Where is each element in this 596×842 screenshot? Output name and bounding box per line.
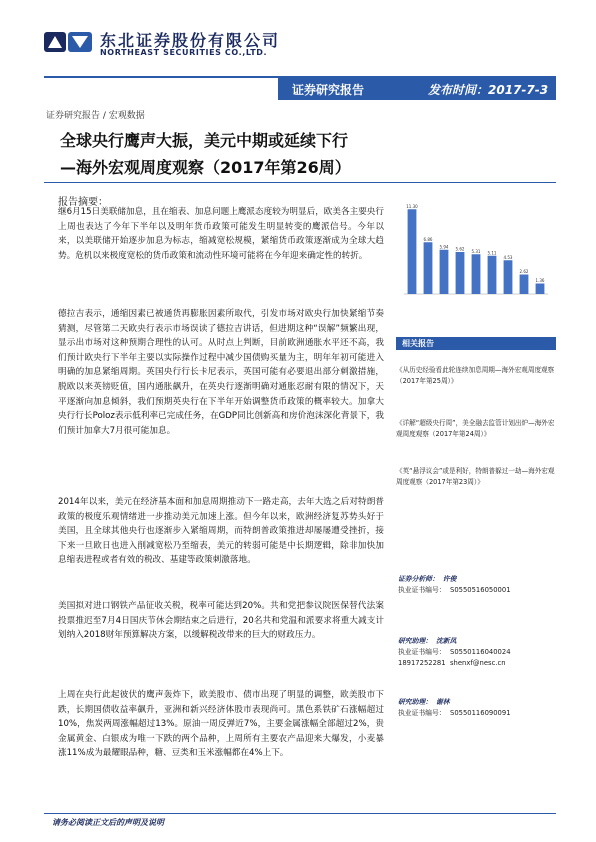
- chart-data-label: 11.30: [406, 203, 418, 209]
- breadcrumb: 证券研究报告 / 宏观数据: [46, 111, 145, 121]
- chart-data-label: 5.31: [471, 248, 481, 254]
- report-title: 全球央行鹰声大振，美元中期或延续下行: [60, 131, 349, 150]
- commodity-bar-chart: [394, 196, 554, 302]
- license-label: 执业证书编号：: [398, 709, 446, 717]
- chart-data-label: 5.62: [455, 246, 465, 252]
- related-report-link[interactable]: 《从历史经验看此轮连续加息周期—海外宏观周度观察（2017年第25周）》: [396, 366, 555, 385]
- chart-data-label: 5.94: [439, 244, 449, 250]
- chart-bar: [472, 254, 481, 294]
- analyst-name: 许俊: [442, 575, 457, 583]
- chart-data-label: 1.36: [535, 278, 545, 283]
- chart-bar: [520, 275, 529, 295]
- analyst-name: 谢林: [435, 698, 450, 706]
- chart-bar: [488, 256, 497, 294]
- brand-name-en: NORTHEAST SECURITIES CO.,LTD.: [100, 48, 268, 57]
- license-number: S0550516050001: [450, 586, 511, 594]
- license-label: 执业证书编号：: [398, 586, 446, 594]
- chart-bar: [408, 209, 417, 294]
- abstract-paragraph: 上周在央行此起彼伏的鹰声轰炸下，欧美股市、债市出现了明显的调整，欧美股市下跌，长期国债收益率飙升，亚洲和新兴经济体股市表现尚可。黑色系铁矿石涨幅超过10%，焦炭两周涨幅超过13%。原油一周反弹近7%，主要金属涨幅全部超过2%，贵金属黄金、白银成为唯一下跌的两个品种，上周所有主要农产品迎来大爆发，小麦暴涨11%成为最耀眼品种，糖、豆类和玉米涨幅都在4%上下。: [58, 690, 384, 759]
- publish-date: 发布时间：2017-7-3: [428, 83, 549, 97]
- chart-bar: [424, 242, 433, 294]
- report-type: 证券研究报告: [292, 83, 365, 97]
- abstract-paragraph: 德拉吉表示，通缩因素已被通货再膨胀因素所取代，引发市场对欧央行加快紧缩节奏猜测，尽管第二天欧央行表示市场误读了德拉吉讲话，但进期这种“误解”频繁出现，显示出市场对这种预期合理性的认可。从时点上判断，目前欧洲通胀水平还不高，我们预计欧央行下半年主要以实际操作过程中减少国债购买量为主，明年年初可能进入明确的加息紧缩周期。英国央行行长卡尼表示，英国可能有必要退出部分刺激措施，脱欧以来英镑贬值，国内通胀飙升，在英央行逐渐明确对通胀忍耐有限的情况下，天平逐渐向加息倾斜，我们预期英央行在下半年开始调整货币政策的概率较大。加拿大央行行长Poloz表示低利率已完成任务，在GDP同比创新高和房价泡沫深化背景下，我们预计加拿大7月很可能加息。: [58, 309, 384, 436]
- analyst-role: 研究助理：: [398, 698, 432, 706]
- phone-number: 18917252281: [398, 659, 446, 667]
- chart-bar: [456, 252, 465, 294]
- header-banner: [278, 78, 556, 100]
- chart-bar: [504, 260, 513, 294]
- license-number: S0550116040024: [450, 648, 511, 656]
- related-reports-header: [396, 337, 556, 350]
- abstract-paragraph: 继6月15日美联储加息，且在缩表、加息问题上鹰派态度较为明显后，欧美各主要央行上周也表达了今年下半年以及明年货币政策可能发生明显转变的鹰派信号。今年以来，以美联储开始逐步加息为标志，缩减宽松规模，紧缩货币政策逐渐成为全球大趋势。危机以来极度宽松的货币政策和流动性环境可能将在今年迎来确定性的转折。: [58, 207, 384, 261]
- title-divider: [44, 182, 556, 183]
- chart-bar: [440, 250, 449, 294]
- analyst-role: 证券分析师：: [398, 575, 439, 583]
- abstract-paragraph: 美国拟对进口钢铁产品征收关税，税率可能达到20%。共和党把参议院医保替代法案投票推迟至7月4日国庆节休会期结束之后进行，20名共和党温和派要求将重大减支计划纳入2018财年预算解决方案，以缓解税改带来的巨大的财政压力。: [58, 601, 384, 641]
- related-reports-title: 相关报告: [402, 339, 434, 348]
- chart-data-label: 4.53: [503, 254, 513, 260]
- license-label: 执业证书编号：: [398, 648, 446, 656]
- abstract-paragraph: 2014年以来，美元在经济基本面和加息周期推动下一路走高，去年大选之后对特朗普政策的极度乐观情绪进一步推动美元加速上涨。但今年以来，欧洲经济复苏势头好于美国，且全球其他央行也逐渐步入紧缩周期，而特朗普政策推进却屡屡遭受挫折，接下来一旦欧日也进入削减宽松乃至缩表，美元的转弱可能是中长期逻辑，除非加快加息缩表进程或者有效的税改、基建等政策刺激落地。: [58, 497, 384, 566]
- analyst-name: 沈新凤: [435, 637, 457, 645]
- related-report-link[interactable]: 《英“悬浮议会”或是利好，特朗普躲过一劫—海外宏观周度观察（2017年第23周）》: [396, 467, 555, 486]
- license-number: S0550116090091: [450, 709, 511, 717]
- disclaimer-note: 请务必阅读正文后的声明及说明: [52, 818, 164, 827]
- chart-data-label: 6.86: [423, 236, 433, 242]
- analyst-block: [398, 636, 558, 669]
- analyst-block: [398, 574, 558, 596]
- chart-data-label: 5.11: [487, 250, 497, 256]
- report-subtitle: —海外宏观周度观察（2017年第26周）: [60, 158, 351, 177]
- analyst-role: 研究助理：: [398, 637, 432, 645]
- abstract-heading: 报告摘要：: [58, 197, 108, 208]
- footer-rule: [44, 813, 556, 814]
- chart-bar: [536, 284, 545, 295]
- related-report-link[interactable]: 《详解“超级央行周”，美全融去监管计划出炉—海外宏观周度观察（2017年第24周）》: [396, 419, 555, 438]
- northeast-securities-logo: [44, 28, 94, 56]
- email-link[interactable]: shenxf@nesc.cn: [450, 659, 506, 667]
- brand-name-cn: 东北证券股份有限公司: [100, 31, 281, 50]
- chart-data-label: 2.62: [519, 269, 529, 274]
- analyst-block: [398, 697, 558, 719]
